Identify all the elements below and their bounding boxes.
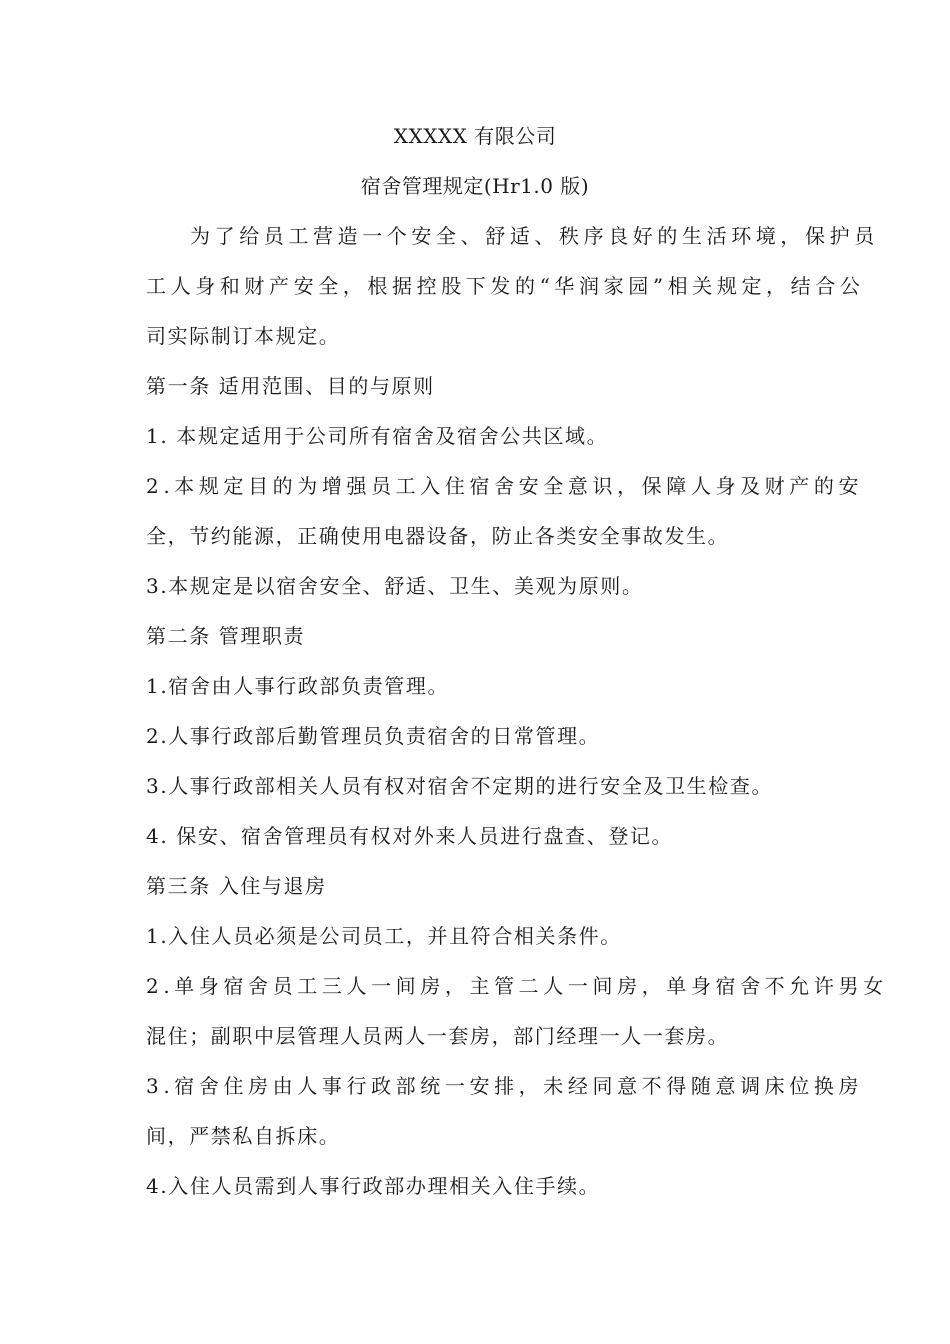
article3-item-4: 4.入住人员需到人事行政部办理相关入住手续。 bbox=[146, 1174, 601, 1198]
article2-item-4: 4. 保安、宿舍管理员有权对外来人员进行盘查、登记。 bbox=[146, 824, 674, 848]
company-name: XXXXX 有限公司 bbox=[393, 124, 557, 148]
article3-item-2-line-1: 2.单身宿舍员工三人一间房，主管二人一间房，单身宿舍不允许男女 bbox=[146, 974, 888, 998]
article3-item-3-line-1: 3.宿舍住房由人事行政部统一安排，未经同意不得随意调床位换房 bbox=[146, 1074, 864, 1098]
intro-line-3: 司实际制订本规定。 bbox=[146, 324, 341, 348]
article2-heading: 第二条 管理职责 bbox=[146, 624, 306, 648]
document-title: 宿舍管理规定(Hr1.0 版) bbox=[360, 174, 590, 198]
article3-item-1: 1.入住人员必须是公司员工，并且符合相关条件。 bbox=[146, 924, 622, 948]
article2-item-2: 2.人事行政部后勤管理员负责宿舍的日常管理。 bbox=[146, 724, 601, 748]
article1-item-1: 1. 本规定适用于公司所有宿舍及宿舍公共区域。 bbox=[146, 424, 609, 448]
intro-line-1: 为了给员工营造一个安全、舒适、秩序良好的生活环境，保护员 bbox=[190, 224, 879, 248]
intro-line-2: 工人身和财产安全，根据控股下发的“华润家园”相关规定，结合公 bbox=[146, 274, 865, 298]
article2-item-1: 1.宿舍由人事行政部负责管理。 bbox=[146, 674, 450, 698]
article2-item-3: 3.人事行政部相关人员有权对宿舍不定期的进行安全及卫生检查。 bbox=[146, 774, 774, 798]
article1-item-2-line-1: 2.本规定目的为增强员工入住宿舍安全意识，保障人身及财产的安 bbox=[146, 474, 864, 498]
article3-item-2-line-2: 混住；副职中层管理人员两人一套房，部门经理一人一套房。 bbox=[146, 1024, 730, 1048]
article1-item-2-line-2: 全，节约能源，正确使用电器设备，防止各类安全事故发生。 bbox=[146, 524, 730, 548]
article1-item-3: 3.本规定是以宿舍安全、舒适、卫生、美观为原则。 bbox=[146, 574, 644, 598]
article3-item-3-line-2: 间，严禁私自拆床。 bbox=[146, 1124, 341, 1148]
article3-heading: 第三条 入住与退房 bbox=[146, 874, 327, 898]
article1-heading: 第一条 适用范围、目的与原则 bbox=[146, 374, 435, 398]
